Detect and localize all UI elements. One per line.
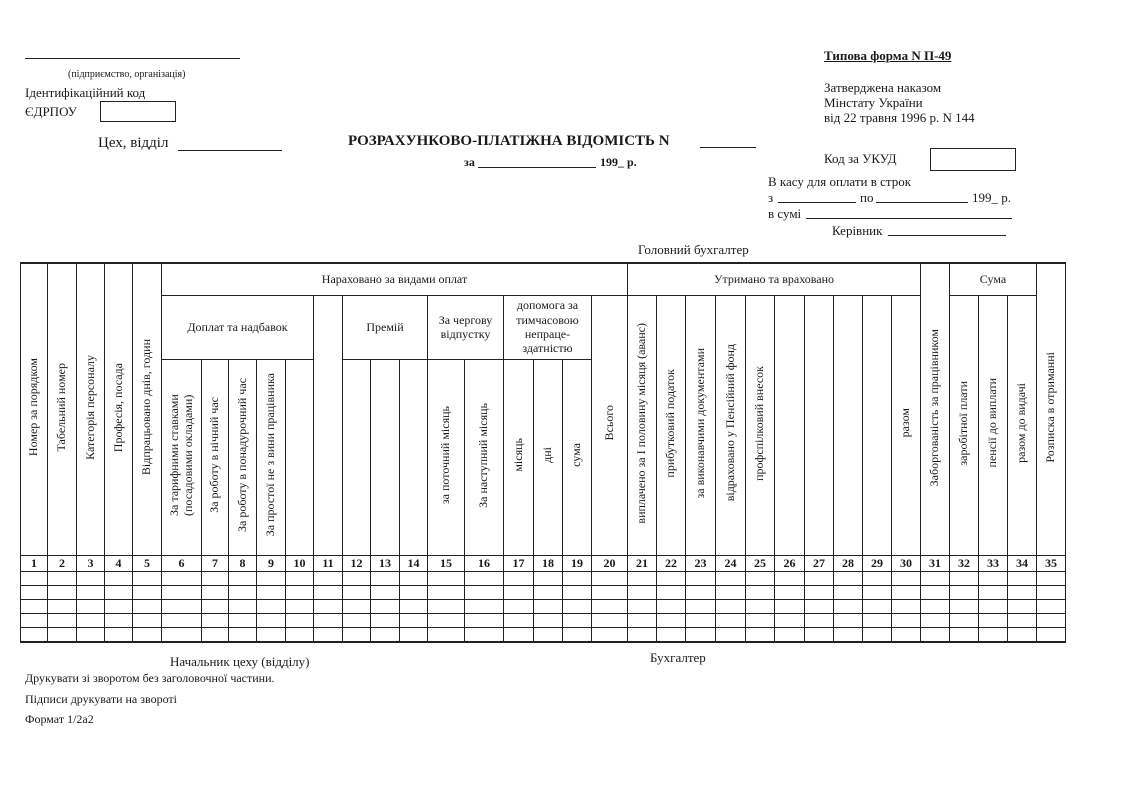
col-4-header: Професія, посада <box>105 263 133 555</box>
table-cell[interactable] <box>286 585 314 599</box>
table-row[interactable] <box>21 613 1066 627</box>
table-cell[interactable] <box>950 585 979 599</box>
sub-sick-header: допомога за тимчасовою непраце-здатністю <box>504 295 592 359</box>
table-cell[interactable] <box>202 599 229 613</box>
table-cell[interactable] <box>48 571 77 585</box>
table-cell[interactable] <box>21 627 48 642</box>
table-cell[interactable] <box>1037 585 1066 599</box>
chief-accountant-label: Головний бухгалтер <box>638 242 749 257</box>
table-cell[interactable] <box>257 613 286 627</box>
table-cell[interactable] <box>400 599 428 613</box>
table-cell[interactable] <box>286 627 314 642</box>
col-25-header: профспілковий внесок <box>746 295 775 555</box>
table-cell[interactable] <box>1008 613 1037 627</box>
table-cell[interactable] <box>286 599 314 613</box>
table-cell[interactable] <box>592 585 628 599</box>
table-cell[interactable] <box>921 627 950 642</box>
for-label: за <box>464 155 475 169</box>
table-cell[interactable] <box>465 571 504 585</box>
table-cell[interactable] <box>563 613 592 627</box>
table-cell[interactable] <box>921 599 950 613</box>
col-30-header: разом <box>892 295 921 555</box>
table-cell[interactable] <box>257 585 286 599</box>
table-cell[interactable] <box>534 599 563 613</box>
column-number-2: 2 <box>48 555 77 571</box>
col-17-header: місяць <box>504 359 534 555</box>
col-19-header: сума <box>563 359 592 555</box>
table-cell[interactable] <box>1008 585 1037 599</box>
col-11-header <box>314 295 343 555</box>
column-number-26: 26 <box>775 555 805 571</box>
col-9-header: За простої не з вини працівника <box>257 359 286 555</box>
table-cell[interactable] <box>716 571 746 585</box>
column-number-6: 6 <box>162 555 202 571</box>
table-cell[interactable] <box>805 585 834 599</box>
table-cell[interactable] <box>563 571 592 585</box>
table-cell[interactable] <box>371 613 400 627</box>
table-row[interactable] <box>21 599 1066 613</box>
table-cell[interactable] <box>504 571 534 585</box>
table-cell[interactable] <box>892 613 921 627</box>
table-cell[interactable] <box>746 613 775 627</box>
table-cell[interactable] <box>979 599 1008 613</box>
table-cell[interactable] <box>202 571 229 585</box>
cash-label: В касу для оплати в строк <box>768 174 912 189</box>
table-cell[interactable] <box>343 585 371 599</box>
table-cell[interactable] <box>716 627 746 642</box>
table-cell[interactable] <box>1008 599 1037 613</box>
table-cell[interactable] <box>746 585 775 599</box>
col-20-header: Всього <box>592 295 628 555</box>
table-cell[interactable] <box>371 599 400 613</box>
table-cell[interactable] <box>105 599 133 613</box>
col-28-header <box>834 295 863 555</box>
sum-label: в сумі <box>768 206 802 221</box>
table-cell[interactable] <box>1037 613 1066 627</box>
table-cell[interactable] <box>504 585 534 599</box>
table-cell[interactable] <box>21 571 48 585</box>
table-cell[interactable] <box>657 571 686 585</box>
id-code-label: Ідентифікаційний код <box>25 85 146 100</box>
table-cell[interactable] <box>229 613 257 627</box>
col-21-header: виплачено за І половину місяця (аванс) <box>628 295 657 555</box>
table-cell[interactable] <box>257 571 286 585</box>
table-cell[interactable] <box>286 613 314 627</box>
table-cell[interactable] <box>921 613 950 627</box>
ukud-label: Код за УКУД <box>824 151 897 166</box>
column-number-11: 11 <box>314 555 343 571</box>
table-cell[interactable] <box>314 627 343 642</box>
col-6-header: За тарифними ставками (посадовими окладами) <box>162 359 202 555</box>
table-cell[interactable] <box>775 599 805 613</box>
column-number-30: 30 <box>892 555 921 571</box>
table-cell[interactable] <box>428 585 465 599</box>
table-cell[interactable] <box>834 613 863 627</box>
table-row[interactable] <box>21 585 1066 599</box>
column-number-17: 17 <box>504 555 534 571</box>
group-sum-header: Сума <box>950 263 1037 295</box>
table-cell[interactable] <box>775 627 805 642</box>
table-cell[interactable] <box>592 613 628 627</box>
column-number-28: 28 <box>834 555 863 571</box>
column-number-20: 20 <box>592 555 628 571</box>
approval-line-3: від 22 травня 1996 р. N 144 <box>824 110 975 125</box>
column-number-21: 21 <box>628 555 657 571</box>
table-cell[interactable] <box>863 571 892 585</box>
table-cell[interactable] <box>229 585 257 599</box>
table-cell[interactable] <box>343 627 371 642</box>
column-number-16: 16 <box>465 555 504 571</box>
table-cell[interactable] <box>892 571 921 585</box>
table-cell[interactable] <box>950 571 979 585</box>
table-cell[interactable] <box>892 585 921 599</box>
table-cell[interactable] <box>48 599 77 613</box>
table-cell[interactable] <box>77 571 105 585</box>
table-cell[interactable] <box>162 627 202 642</box>
from-label: з <box>768 190 774 205</box>
table-cell[interactable] <box>21 613 48 627</box>
column-number-31: 31 <box>921 555 950 571</box>
table-cell[interactable] <box>77 599 105 613</box>
table-cell[interactable] <box>805 571 834 585</box>
column-number-14: 14 <box>400 555 428 571</box>
table-cell[interactable] <box>775 571 805 585</box>
head-label: Керівник <box>832 223 883 238</box>
table-cell[interactable] <box>162 571 202 585</box>
table-cell[interactable] <box>465 627 504 642</box>
table-cell[interactable] <box>863 585 892 599</box>
table-cell[interactable] <box>863 627 892 642</box>
table-cell[interactable] <box>979 627 1008 642</box>
column-number-29: 29 <box>863 555 892 571</box>
table-cell[interactable] <box>834 627 863 642</box>
table-cell[interactable] <box>229 571 257 585</box>
table-cell[interactable] <box>400 571 428 585</box>
table-cell[interactable] <box>657 599 686 613</box>
table-cell[interactable] <box>716 613 746 627</box>
table-cell[interactable] <box>628 599 657 613</box>
table-cell[interactable] <box>77 585 105 599</box>
format-label: Формат 1/2а2 <box>25 712 94 726</box>
column-number-9: 9 <box>257 555 286 571</box>
print-note-2: Підписи друкувати на звороті <box>25 692 177 706</box>
table-cell[interactable] <box>921 571 950 585</box>
table-cell[interactable] <box>162 599 202 613</box>
group-accrued-header: Нараховано за видами оплат <box>162 263 628 295</box>
table-cell[interactable] <box>775 585 805 599</box>
table-cell[interactable] <box>48 585 77 599</box>
to-label: по <box>860 190 874 205</box>
col-15-header: за поточний місяць <box>428 359 465 555</box>
table-cell[interactable] <box>657 585 686 599</box>
table-cell[interactable] <box>371 571 400 585</box>
table-cell[interactable] <box>563 599 592 613</box>
table-cell[interactable] <box>563 585 592 599</box>
table-cell[interactable] <box>133 627 162 642</box>
table-cell[interactable] <box>805 627 834 642</box>
table-cell[interactable] <box>534 627 563 642</box>
sub-vacation-header: За чергову відпустку <box>428 295 504 359</box>
table-cell[interactable] <box>1037 571 1066 585</box>
table-cell[interactable] <box>892 627 921 642</box>
table-cell[interactable] <box>133 599 162 613</box>
table-cell[interactable] <box>77 613 105 627</box>
table-cell[interactable] <box>314 585 343 599</box>
table-cell[interactable] <box>400 585 428 599</box>
workshop-head-label: Начальник цеху (відділу) <box>170 654 310 669</box>
column-number-4: 4 <box>105 555 133 571</box>
sub-bonuses-header: Премій <box>343 295 428 359</box>
table-cell[interactable] <box>686 571 716 585</box>
table-cell[interactable] <box>428 613 465 627</box>
table-cell[interactable] <box>775 613 805 627</box>
table-cell[interactable] <box>504 627 534 642</box>
table-cell[interactable] <box>371 627 400 642</box>
table-cell[interactable] <box>716 585 746 599</box>
table-cell[interactable] <box>863 599 892 613</box>
table-cell[interactable] <box>202 627 229 642</box>
col-10-header <box>286 359 314 555</box>
table-cell[interactable] <box>805 599 834 613</box>
doc-title: РОЗРАХУНКОВО-ПЛАТІЖНА ВІДОМІСТЬ N <box>348 133 670 149</box>
table-cell[interactable] <box>628 571 657 585</box>
col-26-header <box>775 295 805 555</box>
table-cell[interactable] <box>371 585 400 599</box>
table-row[interactable] <box>21 571 1066 585</box>
table-cell[interactable] <box>428 599 465 613</box>
column-number-33: 33 <box>979 555 1008 571</box>
col-2-header: Табельний номер <box>48 263 77 555</box>
table-cell[interactable] <box>202 585 229 599</box>
table-cell[interactable] <box>48 627 77 642</box>
table-cell[interactable] <box>628 613 657 627</box>
table-cell[interactable] <box>504 613 534 627</box>
column-number-15: 15 <box>428 555 465 571</box>
sub-surcharges-header: Доплат та надбавок <box>162 295 314 359</box>
workshop-field[interactable] <box>178 150 282 151</box>
table-row[interactable] <box>21 627 1066 642</box>
table-cell[interactable] <box>105 571 133 585</box>
table-cell[interactable] <box>257 599 286 613</box>
col-34-header: разом до видачі <box>1008 295 1037 555</box>
table-cell[interactable] <box>314 571 343 585</box>
table-cell[interactable] <box>979 613 1008 627</box>
col-35-header: Розписка в отриманні <box>1037 263 1066 555</box>
column-number-18: 18 <box>534 555 563 571</box>
table-cell[interactable] <box>1008 571 1037 585</box>
to-date-field[interactable] <box>876 202 968 203</box>
col-27-header <box>805 295 834 555</box>
column-number-10: 10 <box>286 555 314 571</box>
table-cell[interactable] <box>21 599 48 613</box>
table-cell[interactable] <box>746 571 775 585</box>
column-number-3: 3 <box>77 555 105 571</box>
table-cell[interactable] <box>77 627 105 642</box>
table-cell[interactable] <box>657 613 686 627</box>
column-number-22: 22 <box>657 555 686 571</box>
table-cell[interactable] <box>21 585 48 599</box>
edrpou-field[interactable] <box>100 101 176 122</box>
column-number-23: 23 <box>686 555 716 571</box>
col-18-header: дні <box>534 359 563 555</box>
table-cell[interactable] <box>428 571 465 585</box>
table-cell[interactable] <box>257 627 286 642</box>
table-cell[interactable] <box>343 571 371 585</box>
table-cell[interactable] <box>686 613 716 627</box>
form-title: Типова форма N П-49 <box>824 48 952 63</box>
table-cell[interactable] <box>286 571 314 585</box>
col-32-header: заробітної плати <box>950 295 979 555</box>
table-cell[interactable] <box>950 599 979 613</box>
col-24-header: відраховано у Пенсійний фонд <box>716 295 746 555</box>
column-number-13: 13 <box>371 555 400 571</box>
table-cell[interactable] <box>657 627 686 642</box>
table-cell[interactable] <box>686 585 716 599</box>
table-cell[interactable] <box>314 599 343 613</box>
table-cell[interactable] <box>863 613 892 627</box>
table-cell[interactable] <box>534 613 563 627</box>
col-14-header <box>400 359 428 555</box>
table-cell[interactable] <box>592 627 628 642</box>
table-cell[interactable] <box>105 585 133 599</box>
table-cell[interactable] <box>229 599 257 613</box>
col-8-header: За роботу в понадурочний час <box>229 359 257 555</box>
doc-number-field[interactable] <box>700 147 756 148</box>
column-number-34: 34 <box>1008 555 1037 571</box>
table-cell[interactable] <box>314 613 343 627</box>
table-cell[interactable] <box>834 599 863 613</box>
year-label: 199_ р. <box>600 155 637 169</box>
column-number-12: 12 <box>343 555 371 571</box>
col-1-header: Номер за порядком <box>21 263 48 555</box>
table-cell[interactable] <box>162 585 202 599</box>
table-cell[interactable] <box>834 571 863 585</box>
column-number-19: 19 <box>563 555 592 571</box>
table-cell[interactable] <box>534 585 563 599</box>
col-12-header <box>343 359 371 555</box>
ukud-field[interactable] <box>930 148 1016 171</box>
col-3-header: Категорія персоналу <box>77 263 105 555</box>
table-cell[interactable] <box>534 571 563 585</box>
workshop-label: Цех, відділ <box>98 135 169 151</box>
table-cell[interactable] <box>465 613 504 627</box>
table-cell[interactable] <box>686 599 716 613</box>
table-cell[interactable] <box>592 571 628 585</box>
table-cell[interactable] <box>133 585 162 599</box>
table-cell[interactable] <box>400 627 428 642</box>
column-number-35: 35 <box>1037 555 1066 571</box>
table-cell[interactable] <box>892 599 921 613</box>
column-number-row <box>21 555 1066 571</box>
table-cell[interactable] <box>1037 627 1066 642</box>
column-number-5: 5 <box>133 555 162 571</box>
table-cell[interactable] <box>716 599 746 613</box>
table-cell[interactable] <box>48 613 77 627</box>
sum-field[interactable] <box>806 218 1012 219</box>
table-cell[interactable] <box>504 599 534 613</box>
enterprise-label: (підприємство, організація) <box>68 69 186 80</box>
table-cell[interactable] <box>105 627 133 642</box>
head-signature-field[interactable] <box>888 235 1006 236</box>
col-23-header: за виконавчими документами <box>686 295 716 555</box>
group-withheld-header: Утримано та враховано <box>628 263 921 295</box>
col-29-header <box>863 295 892 555</box>
table-cell[interactable] <box>628 627 657 642</box>
column-number-25: 25 <box>746 555 775 571</box>
approval-line-2: Мінстату України <box>824 95 923 110</box>
table-cell[interactable] <box>950 613 979 627</box>
col-13-header <box>371 359 400 555</box>
col-31-header: Заборгованість за працівником <box>921 263 950 555</box>
table-cell[interactable] <box>133 571 162 585</box>
edrpou-label: ЄДРПОУ <box>25 104 77 119</box>
table-cell[interactable] <box>950 627 979 642</box>
column-number-27: 27 <box>805 555 834 571</box>
enterprise-line[interactable] <box>25 58 240 59</box>
payroll-table <box>20 262 1066 643</box>
table-cell[interactable] <box>343 599 371 613</box>
period-field[interactable] <box>478 167 596 168</box>
col-7-header: За роботу в нічний час <box>202 359 229 555</box>
table-cell[interactable] <box>805 613 834 627</box>
table-cell[interactable] <box>162 613 202 627</box>
table-cell[interactable] <box>1008 627 1037 642</box>
col-33-header: пенсії до виплати <box>979 295 1008 555</box>
table-cell[interactable] <box>979 571 1008 585</box>
table-cell[interactable] <box>202 613 229 627</box>
accountant-label: Бухгалтер <box>650 650 706 665</box>
column-number-24: 24 <box>716 555 746 571</box>
table-cell[interactable] <box>746 599 775 613</box>
column-number-7: 7 <box>202 555 229 571</box>
column-number-32: 32 <box>950 555 979 571</box>
table-cell[interactable] <box>465 585 504 599</box>
table-cell[interactable] <box>343 613 371 627</box>
column-number-8: 8 <box>229 555 257 571</box>
table-cell[interactable] <box>465 599 504 613</box>
table-cell[interactable] <box>563 627 592 642</box>
table-cell[interactable] <box>979 585 1008 599</box>
table-cell[interactable] <box>133 613 162 627</box>
table-cell[interactable] <box>400 613 428 627</box>
col-16-header: За наступний місяць <box>465 359 504 555</box>
print-note-1: Друкувати зі зворотом без заголовочної частини. <box>25 671 275 685</box>
column-number-1: 1 <box>21 555 48 571</box>
table-cell[interactable] <box>592 599 628 613</box>
table-cell[interactable] <box>746 627 775 642</box>
table-cell[interactable] <box>105 613 133 627</box>
table-cell[interactable] <box>921 585 950 599</box>
col-22-header: прибутковий податок <box>657 295 686 555</box>
table-cell[interactable] <box>229 627 257 642</box>
table-cell[interactable] <box>686 627 716 642</box>
approval-line-1: Затверджена наказом <box>824 80 942 95</box>
table-cell[interactable] <box>834 585 863 599</box>
col-5-header: Відпрацьовано днів, годин <box>133 263 162 555</box>
year2-label: 199_ р. <box>972 190 1011 205</box>
table-cell[interactable] <box>628 585 657 599</box>
table-cell[interactable] <box>1037 599 1066 613</box>
from-date-field[interactable] <box>778 202 856 203</box>
table-cell[interactable] <box>428 627 465 642</box>
